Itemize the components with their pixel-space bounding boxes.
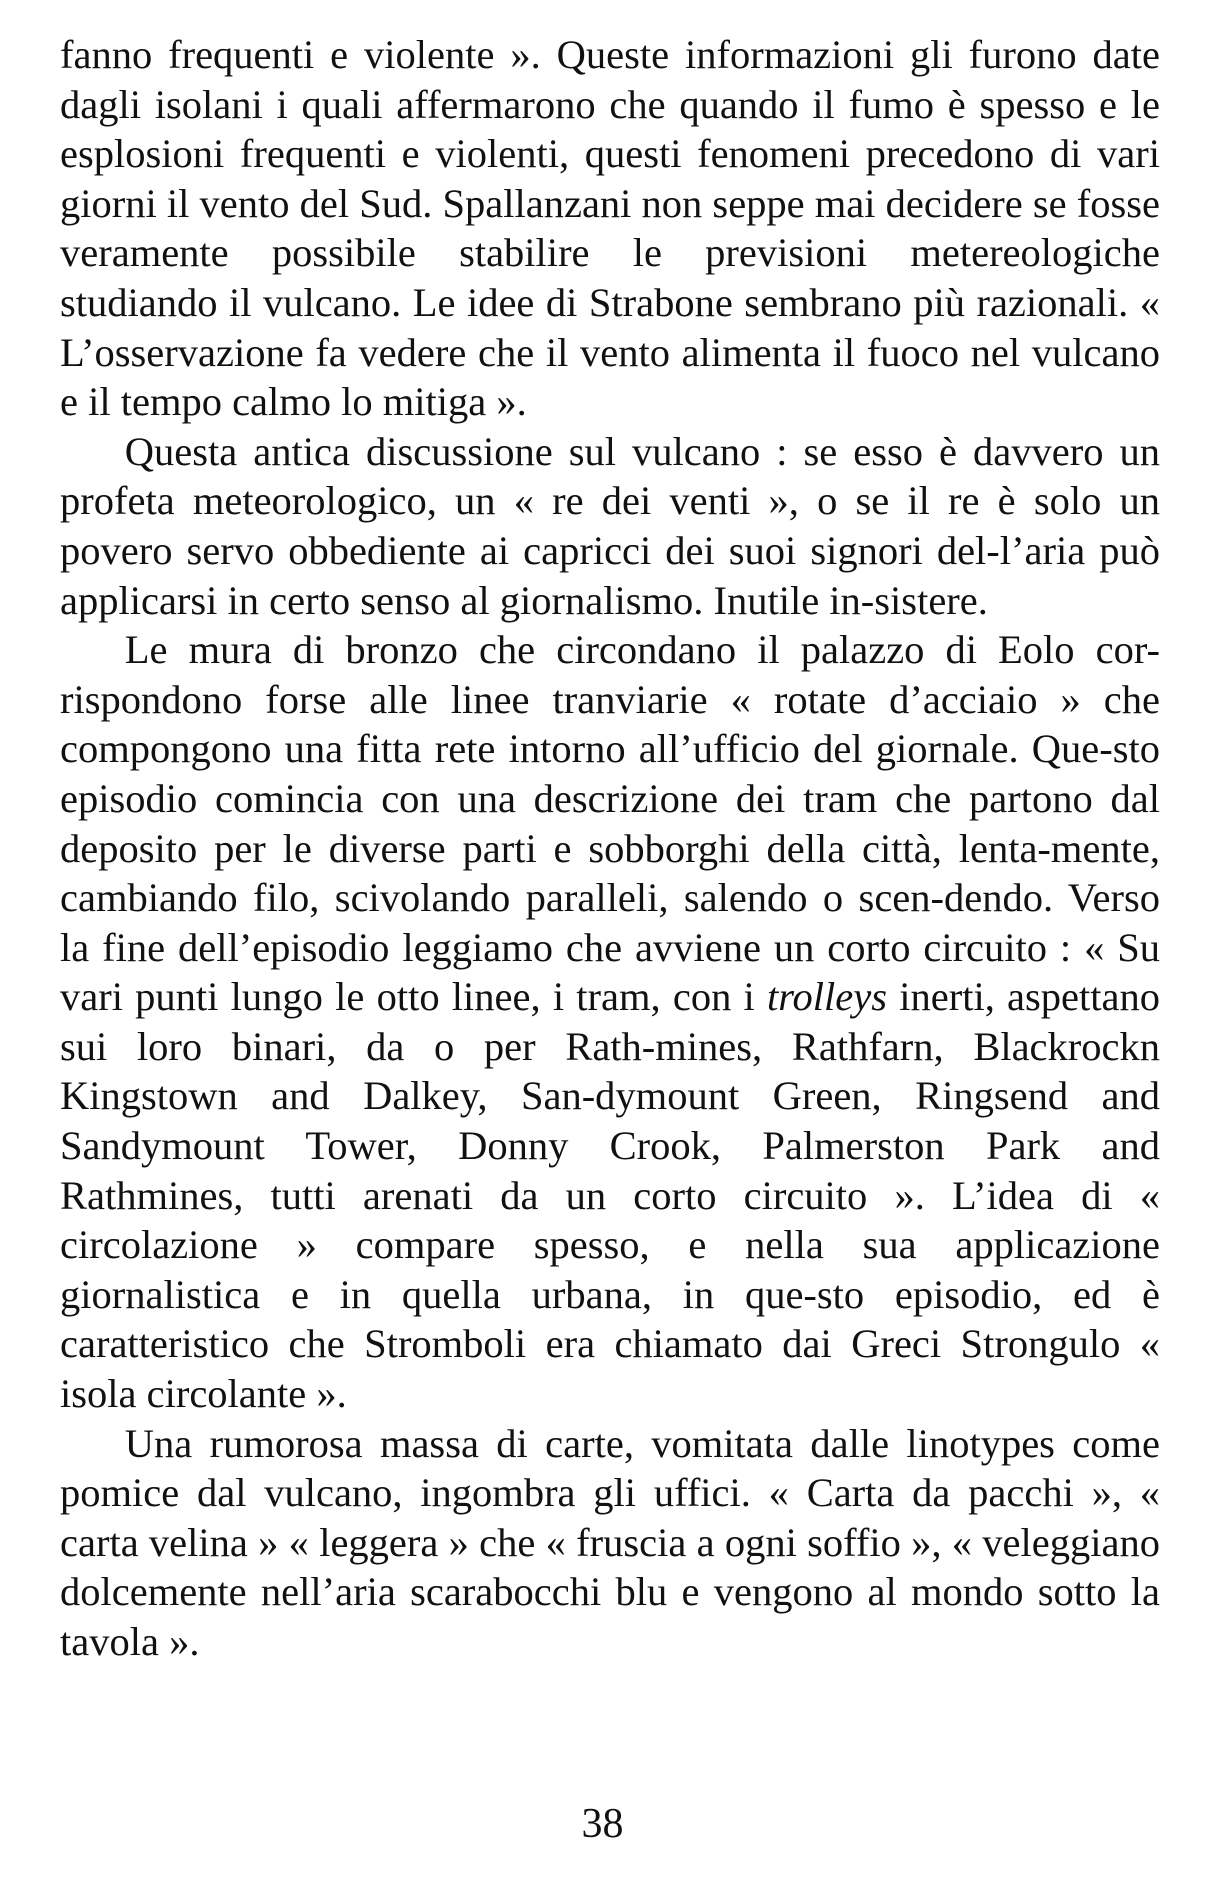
paragraph-text: Questa antica discussione sul vulcano : se esso è davvero un profeta meteorologico, un « re dei venti », o se il re è solo un povero servo obbediente ai capricci dei suoi signori del-l’aria può applicarsi in certo senso al giornalismo. Inutile in-sistere.	[60, 428, 1160, 623]
page-body	[60, 30, 1160, 1667]
paragraph-text: Le mura di bronzo che circondano il palazzo di Eolo cor-rispondono forse alle linee tranviarie « rotate d’acciaio » che compongono una fitta rete intorno all’ufficio del giornale. Que-sto episodio comincia con una descrizione dei tram che partono dal deposito per le diverse parti e sobborghi della città, lenta-mente, cambiando filo, scivolando paralleli, salendo o scen-dendo. Verso la fine dell’episodio leggiamo che avviene un corto circuito : « Su vari punti lungo le otto linee, i tram, con i	[60, 627, 1160, 1020]
paragraph-text: fanno frequenti e violente ». Queste informazioni gli furono date dagli isolani i quali affermarono che quando il fumo è spesso e le esplosioni frequenti e violenti, questi fenomeni precedono di vari giorni il vento del Sud. Spallanzani non seppe mai decidere se fosse veramente possibile stabilire le previsioni metereologiche studiando il vulcano. Le idee di Strabone sembrano più razionali. « L’osservazione fa vedere che il vento alimenta il fuoco nel vulcano e il tempo calmo lo mitiga ».	[60, 32, 1160, 425]
page-number: 38	[581, 1801, 624, 1847]
paragraph	[60, 30, 1160, 427]
paragraph	[60, 625, 1160, 1419]
paragraph	[60, 427, 1160, 625]
italic-term: trolleys	[767, 974, 888, 1020]
paragraph-text: inerti, aspettano sui loro binari, da o per Rath-mines, Rathfarn, Blackrockn Kingstown and Dalkey, San-dymount Green, Ringsend and Sandymount Tower, Donny Crook, Palmerston Park and Rathmines, tutti arenati da un corto circuito ». L’idea di « circolazione » compare spesso, e nella sua applicazione giornalistica e in quella urbana, in que-sto episodio, ed è caratteristico che Stromboli era chiamato dai Greci Strongulo « isola circolante ».	[60, 974, 1161, 1417]
paragraph	[60, 1419, 1160, 1667]
paragraph-text: Una rumorosa massa di carte, vomitata dalle linotypes come pomice dal vulcano, ingombra gli uffici. « Carta da pacchi », « carta velina » « leggera » che « fruscia a ogni soffio », « veleggiano dolcemente nell’aria scarabocchi blu e vengono al mondo sotto la tavola ».	[60, 1420, 1160, 1664]
